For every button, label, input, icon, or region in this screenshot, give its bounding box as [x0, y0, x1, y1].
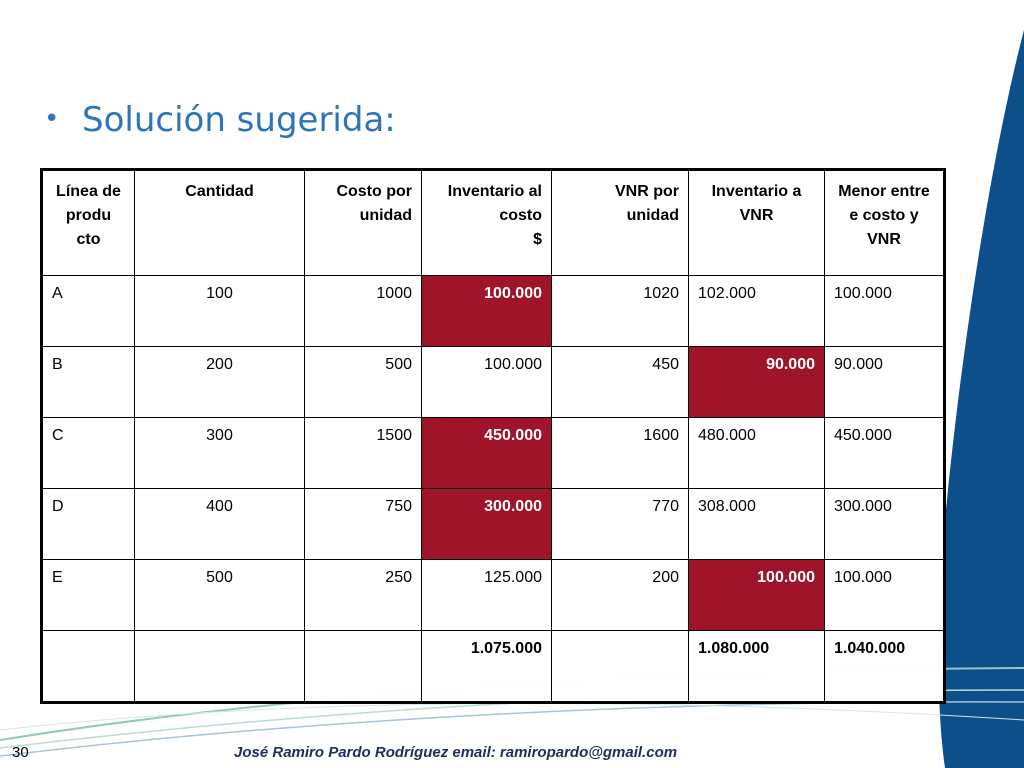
- cell-menor: 100.000: [825, 560, 945, 631]
- table-total-row: [42, 631, 945, 703]
- cell-menor: 450.000: [825, 418, 945, 489]
- total-menor: 1.040.000: [825, 631, 945, 703]
- cell-menor: 100.000: [825, 276, 945, 347]
- total-inventario-vnr: 1.080.000: [689, 631, 825, 703]
- cell-linea: B: [42, 347, 135, 418]
- cell-inventario-vnr: 102.000: [689, 276, 825, 347]
- cell-vnr: 200: [552, 560, 689, 631]
- table-row: [42, 276, 945, 347]
- inventory-table: [40, 168, 946, 704]
- bullet-point: •: [44, 104, 60, 134]
- cell-cantidad: 400: [135, 489, 305, 560]
- total-inventario-costo: 1.075.000: [422, 631, 552, 703]
- cell-inventario-costo: 100.000: [422, 347, 552, 418]
- cell-inventario-costo: 125.000: [422, 560, 552, 631]
- cell-inventario-costo-highlight: 100.000: [422, 276, 552, 347]
- author-credit: José Ramiro Pardo Rodríguez email: ramiropardo@gmail.com: [234, 744, 678, 761]
- cell-inventario-vnr-highlight: 90.000: [689, 347, 825, 418]
- cell-inventario-costo-highlight: 300.000: [422, 489, 552, 560]
- cell-costo: 250: [305, 560, 422, 631]
- cell-inventario-costo-highlight: 450.000: [422, 418, 552, 489]
- header-cantidad: Cantidad: [135, 170, 305, 276]
- cell-menor: 90.000: [825, 347, 945, 418]
- cell-linea: C: [42, 418, 135, 489]
- header-linea: Línea de produ cto: [42, 170, 135, 276]
- cell-inventario-vnr: 480.000: [689, 418, 825, 489]
- cell-linea: E: [42, 560, 135, 631]
- table-row: [42, 347, 945, 418]
- cell-empty: [552, 631, 689, 703]
- header-costo: Costo por unidad: [305, 170, 422, 276]
- table-row: [42, 560, 945, 631]
- header-inventario-costo-unit: $: [533, 231, 542, 248]
- cell-vnr: 1600: [552, 418, 689, 489]
- title-text: Solución sugerida:: [82, 100, 396, 140]
- wave-line: [0, 703, 1024, 730]
- cell-vnr: 770: [552, 489, 689, 560]
- cell-empty: [305, 631, 422, 703]
- cell-inventario-vnr-highlight: 100.000: [689, 560, 825, 631]
- cell-linea: D: [42, 489, 135, 560]
- header-inventario-vnr: Inventario a VNR: [689, 170, 825, 276]
- table-header-row: [42, 170, 945, 276]
- header-vnr: VNR por unidad: [552, 170, 689, 276]
- slide-footer: [0, 742, 1024, 764]
- cell-empty: [42, 631, 135, 703]
- slide-title: [44, 100, 396, 140]
- header-inventario-costo-label: Inventario al costo: [447, 183, 542, 224]
- cell-vnr: 1020: [552, 276, 689, 347]
- cell-inventario-vnr: 308.000: [689, 489, 825, 560]
- header-menor: Menor entre e costo y VNR: [825, 170, 945, 276]
- table-row: [42, 418, 945, 489]
- cell-cantidad: 200: [135, 347, 305, 418]
- cell-menor: 300.000: [825, 489, 945, 560]
- cell-empty: [135, 631, 305, 703]
- cell-costo: 750: [305, 489, 422, 560]
- cell-costo: 1500: [305, 418, 422, 489]
- page-number: 30: [12, 744, 29, 761]
- table-row: [42, 489, 945, 560]
- cell-costo: 1000: [305, 276, 422, 347]
- cell-linea: A: [42, 276, 135, 347]
- cell-vnr: 450: [552, 347, 689, 418]
- cell-cantidad: 100: [135, 276, 305, 347]
- header-inventario-costo: [422, 170, 552, 276]
- blue-wave-shape: [939, 30, 1024, 768]
- cell-cantidad: 500: [135, 560, 305, 631]
- cell-cantidad: 300: [135, 418, 305, 489]
- cell-costo: 500: [305, 347, 422, 418]
